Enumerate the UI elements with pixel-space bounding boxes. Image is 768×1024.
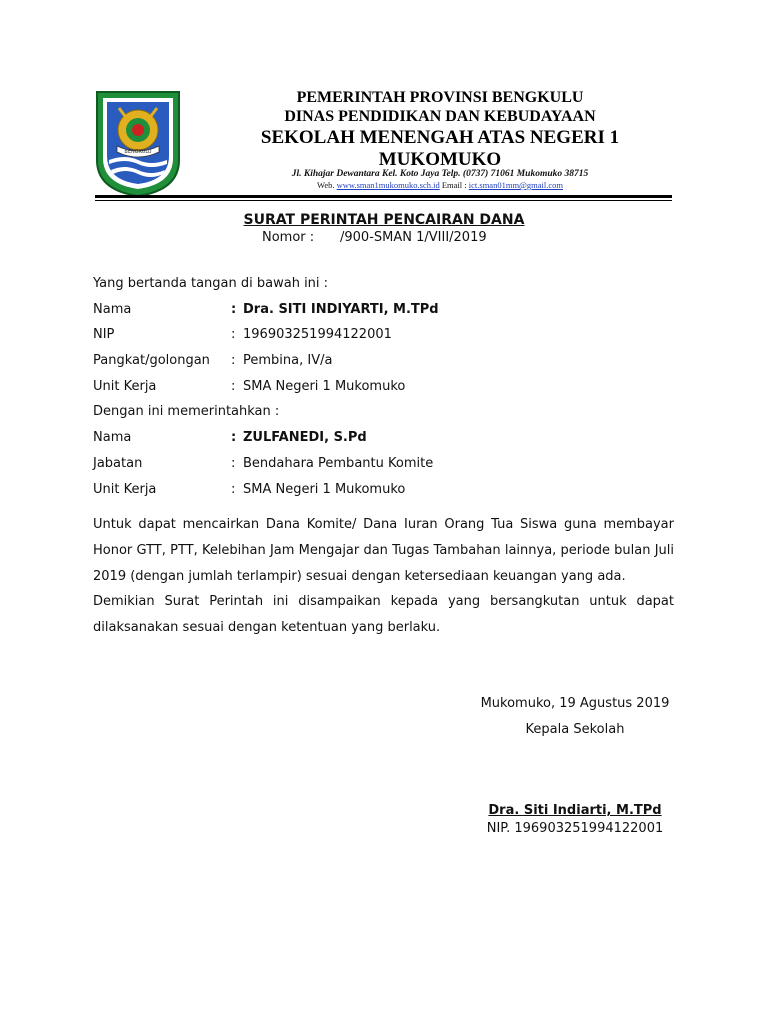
signer-rank-label: Pangkat/golongan [93,353,210,368]
letterhead-rule-thick [95,195,672,198]
recipient-unit-label: Unit Kerja [93,482,157,497]
signature-position: Kepala Sekolah [525,722,625,737]
web-label: Web. [316,180,335,190]
school-logo-emblem [95,90,181,198]
body-paragraph-2: Demikian Surat Perintah ini disampaikan kepada yang bersangkutan untuk dapat dilaksanakan sesuai dengan ketentuan yang berlaku. [93,594,674,635]
recipient-position-value: Bendahara Pembantu Komite [243,456,434,471]
email-label: Email : [441,180,467,190]
signature-place-date: Mukomuko, 19 Agustus 2019 [480,696,670,711]
website-link[interactable]: www.sman1mukomuko.sch.id [336,180,440,190]
recipient-unit-value: SMA Negeri 1 Mukomuko [243,482,406,497]
signer-nip-label: NIP [93,327,115,342]
letterhead-line-3: SEKOLAH MENENGAH ATAS NEGERI 1 [260,127,620,148]
signer-name-value: Dra. SITI INDIYARTI, M.TPd [243,302,439,317]
letterhead-line-4: MUKOMUKO [378,149,502,170]
signer-rank-colon: : [231,353,236,368]
letterhead-line-1: PEMERINTAH PROVINSI BENGKULU [296,89,584,106]
recipient-position-label: Jabatan [93,456,143,471]
signer-rank-value: Pembina, IV/a [243,353,333,368]
signer-nip-colon: : [231,327,236,342]
signer-nip-value: 196903251994122001 [243,327,392,342]
letterhead-address: Jl. Kihajar Dewantara Kel. Koto Jaya Telp. (0737) 71061 Mukomuko 38715 [291,169,589,179]
signer-name-colon: : [231,302,237,317]
letterhead-line-2: DINAS PENDIDIKAN DAN KEBUDAYAAN [284,108,596,125]
recipient-unit-colon: : [231,482,236,497]
recipient-name-colon: : [231,430,237,445]
signer-unit-label: Unit Kerja [93,379,157,394]
intro-text: Yang bertanda tangan di bawah ini : [93,276,329,291]
email-link[interactable]: ict.sman01mm@gmail.com [468,180,563,190]
recipient-name-value: ZULFANEDI, S.Pd [243,430,367,445]
signature-name: Dra. Siti Indiarti, M.TPd [488,803,662,818]
letterhead-rule-thin [95,200,672,201]
body-paragraph-1: Untuk dapat mencairkan Dana Komite/ Dana Iuran Orang Tua Siswa guna membayar Honor GTT, PTT, Kelebihan Jam Mengajar dan Tugas Tambahan lainnya, periode bulan Juli 2019 (dengan jumlah terlampir) sesuai dengan ketersediaan keuangan yang ada. [93,517,674,584]
command-intro: Dengan ini memerintahkan : [93,404,280,419]
logo-banner-text: BENGKULU [124,149,152,155]
recipient-position-colon: : [231,456,236,471]
letterhead-contact [200,180,680,190]
recipient-name-label: Nama [93,430,132,445]
signature-nip: NIP. 196903251994122001 [486,821,664,836]
nomor-value: /900-SMAN 1/VIII/2019 [340,230,487,245]
nomor-label: Nomor : [262,230,315,245]
signer-unit-colon: : [231,379,236,394]
document-title: SURAT PERINTAH PENCAIRAN DANA [243,212,525,228]
signer-unit-value: SMA Negeri 1 Mukomuko [243,379,406,394]
signer-name-label: Nama [93,302,132,317]
